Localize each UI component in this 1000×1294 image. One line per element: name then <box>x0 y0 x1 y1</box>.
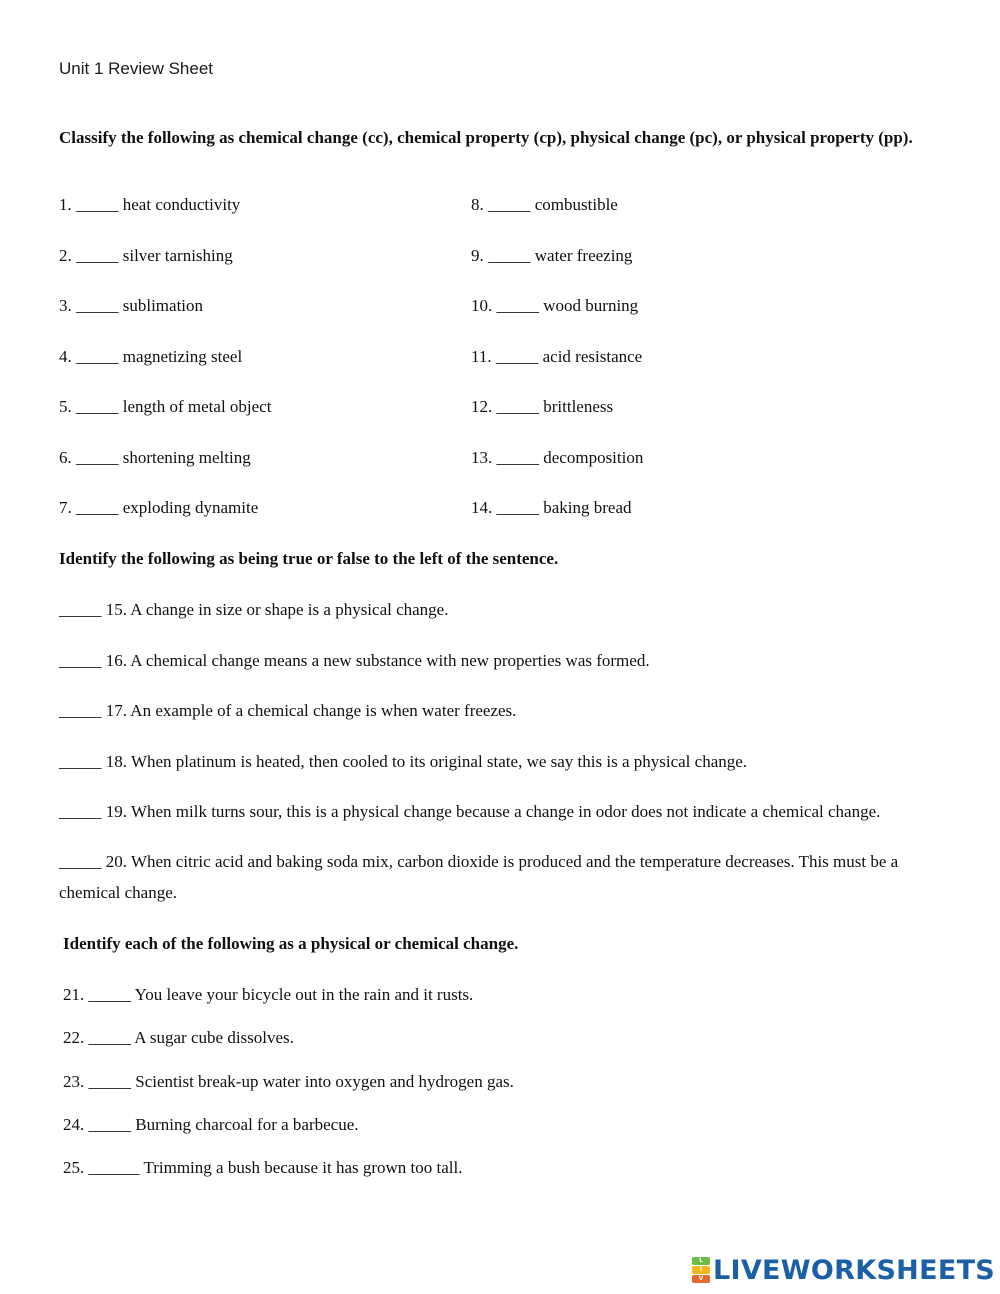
classify-item-6: 6. _____ shortening melting <box>59 448 251 467</box>
classify-item-3: 3. _____ sublimation <box>59 296 204 315</box>
classify-item-9: 9. _____ water freezing <box>471 246 633 265</box>
classify-item-8: 8. _____ combustible <box>471 195 618 214</box>
logo-text: LIVEWORKSHEETS <box>713 1254 996 1286</box>
true-false-item-18: _____ 18. When platinum is heated, then cooled to its original state, we say this is a physical change. <box>59 752 748 771</box>
classify-item-7: 7. _____ exploding dynamite <box>59 498 259 517</box>
classify-item-10: 10. _____ wood burning <box>471 296 639 315</box>
liveworksheets-logo-icon: L I V <box>692 1257 710 1283</box>
liveworksheets-logo <box>692 1252 995 1288</box>
change-item-23: 23. _____ Scientist break-up water into oxygen and hydrogen gas. <box>63 1072 514 1091</box>
true-false-item-20: _____ 20. When citric acid and baking soda mix, carbon dioxide is produced and the temperature decreases. This must be a chemical change. <box>59 852 899 902</box>
true-false-item-16: _____ 16. A chemical change means a new substance with new properties was formed. <box>59 651 650 670</box>
change-item-21: 21. _____ You leave your bicycle out in the rain and it rusts. <box>63 985 474 1004</box>
classify-item-5: 5. _____ length of metal object <box>59 397 272 416</box>
page-title: Unit 1 Review Sheet <box>59 59 214 78</box>
true-false-item-15: _____ 15. A change in size or shape is a physical change. <box>59 600 449 619</box>
classify-item-12: 12. _____ brittleness <box>471 397 614 416</box>
change-item-22: 22. _____ A sugar cube dissolves. <box>63 1028 294 1047</box>
classify-item-4: 4. _____ magnetizing steel <box>59 347 243 366</box>
classify-item-11: 11. _____ acid resistance <box>471 347 643 366</box>
section-2-instruction: Identify the following as being true or false to the left of the sentence. <box>59 549 559 568</box>
change-item-25: 25. ______ Trimming a bush because it has grown too tall. <box>63 1158 463 1177</box>
change-item-24: 24. _____ Burning charcoal for a barbecue. <box>63 1115 359 1134</box>
classify-item-13: 13. _____ decomposition <box>471 448 644 467</box>
true-false-item-19: _____ 19. When milk turns sour, this is a physical change because a change in odor does not indicate a chemical change. <box>59 802 881 821</box>
classify-item-14: 14. _____ baking bread <box>471 498 632 517</box>
section-3-instruction: Identify each of the following as a physical or chemical change. <box>63 934 519 953</box>
classify-item-1: 1. _____ heat conductivity <box>59 195 241 214</box>
classify-item-2: 2. _____ silver tarnishing <box>59 246 233 265</box>
true-false-item-17: _____ 17. An example of a chemical change is when water freezes. <box>59 701 517 720</box>
section-1-instruction: Classify the following as chemical change (cc), chemical property (cp), physical change (pc), or physical property (pp). <box>59 128 913 147</box>
